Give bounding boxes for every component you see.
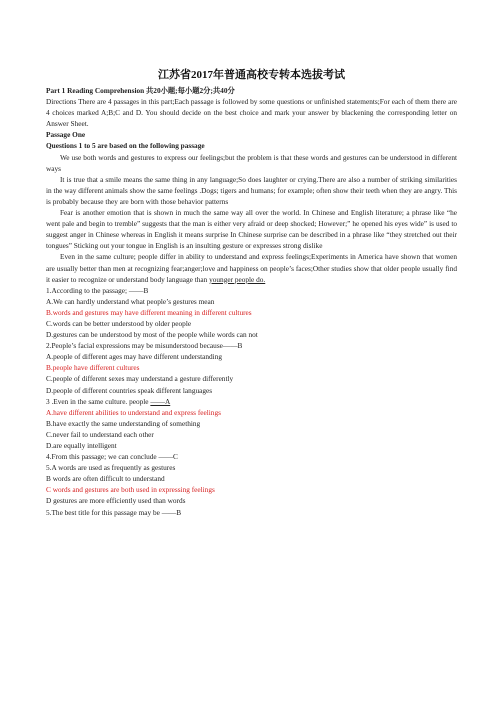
question-4-option-a: 5.A words are used as frequently as gestures (46, 463, 176, 473)
page-title: 江苏省2017年普通高校专转本选拔考试 (158, 69, 345, 81)
question-3-option-d: D.are equally intelligent (46, 441, 117, 450)
part-heading: Part 1 Reading Comprehension 共20小题;每小题2分;共40分 (46, 86, 235, 95)
paragraph-4-tail: younger people do. (209, 274, 266, 284)
question-2-option-a: A.people of different ages may have different understanding (46, 352, 223, 362)
document-page (46, 68, 457, 518)
question-2-option-d: D.people of different countries speak different languages (46, 385, 213, 395)
question-4-option-d: D gestures are more efficiently used than words (46, 496, 186, 506)
question-2-stem: 2.People’s facial expressions may be misunderstood because——B (46, 341, 243, 351)
paragraph-2: It is true that a smile means the same thing in any language;So does laughter or crying.There are also a number of striking similarities in the way different animals show the same feelings .Dogs; tigers and humans; for example; often show their teeth when they are angry. This is probably because they are born with those behavior patterns (46, 174, 457, 206)
question-3-answer-blank: ——A (150, 396, 171, 406)
question-4-stem: 4.From this passage; we can conclude ——C (46, 452, 178, 462)
question-1-option-c: C.words can be better understood by older people (46, 318, 192, 328)
question-1-stem: 1.According to the passage; ——B (46, 285, 149, 295)
question-1-option-d: D.gestures can be understood by most of the people while words can not (46, 330, 258, 340)
question-1-option-b: B.words and gestures may have different meaning in different cultures (46, 307, 252, 317)
question-3-option-a: A.have different abilities to understand and express feelings (46, 407, 221, 417)
question-4-option-b: B words are often difficult to understand (46, 474, 165, 484)
passage-heading: Passage One (46, 130, 86, 140)
paragraph-1: We use both words and gestures to express our feelings;but the problem is that these words and gestures can be understood in different ways (46, 152, 457, 173)
question-5-stem: 5.The best title for this passage may be ——B (46, 507, 182, 517)
question-3-stem (46, 396, 457, 407)
directions-text: Directions There are 4 passages in this part;Each passage is followed by some questions or unfinished statements;For each of them there are 4 choices marked A;B;C and D. You should decide on the best choice and mark your answer by blackening the corresponding letter on Answer Sheet. (46, 97, 457, 129)
paragraph-4 (46, 251, 457, 284)
question-3-stem-text: 3 .Even in the same culture. people (46, 396, 151, 406)
questions-heading: Questions 1 to 5 are based on the following passage (46, 141, 205, 151)
question-3-option-b: B.have exactly the same understanding of something (46, 418, 201, 428)
question-1-option-a: A.We can hardly understand what people’s gestures mean (46, 296, 215, 306)
question-4-option-c: C words and gestures are both used in expressing feelings (46, 485, 215, 495)
question-2-option-b: B.people have different cultures (46, 363, 140, 373)
paragraph-4-main: Even in the same culture; people differ in ability to understand and express feelings;Experiments in America have shown that women are usually better than men at recognizing fear;anger;love and happiness on people’s faces;Other studies show that older people usually find it easier to recognize or understand body language than (46, 252, 457, 284)
question-3-option-c: C.never fail to understand each other (46, 429, 154, 439)
paragraph-3: Fear is another emotion that is shown in much the same way all over the world. In Chinese and English literature; a phrase like “he went pale and begin to tremble” suggests that the man is either very afraid or deep shocked; However;” he opened his eyes wide” is used to suggest anger in Chinese whereas in English it means surprise In Chinese surprise can be described in a phrase like “they stretched out their tongues” Sticking out your tongue in English is an insulting gesture or expresses strong dislike (46, 208, 457, 251)
question-2-option-c: C.people of different sexes may understand a gesture differently (46, 374, 234, 384)
